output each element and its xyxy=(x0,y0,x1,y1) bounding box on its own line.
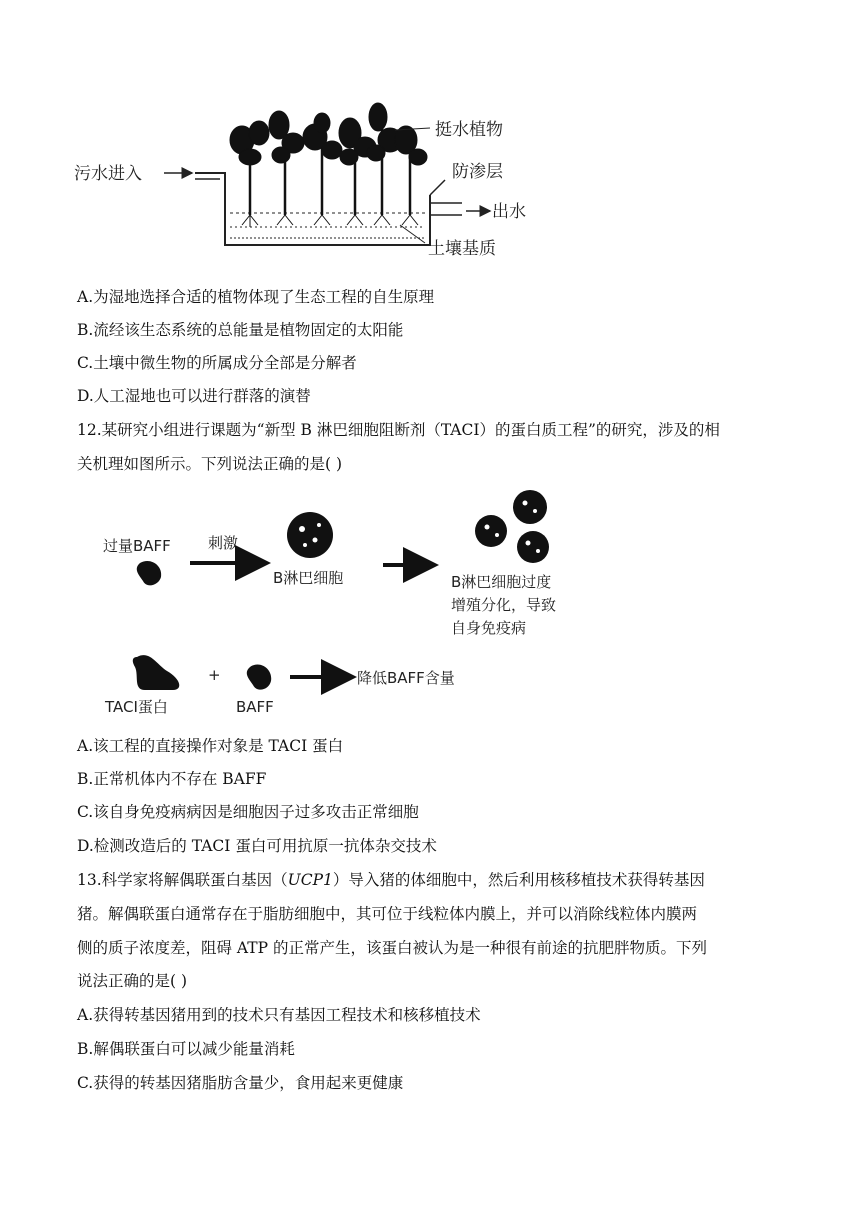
q12-option-d: D.检测改造后的 TACI 蛋白可用抗原一抗体杂交技术 xyxy=(77,837,437,855)
baff-label: BAFF xyxy=(236,698,274,716)
b-cell-icon xyxy=(287,512,333,558)
q11-option-b: B.流经该生态系统的总能量是植物固定的太阳能 xyxy=(77,321,404,339)
emergent-plants-label: 挺水植物 xyxy=(435,120,503,140)
wetland-diagram xyxy=(70,95,550,265)
taci-protein-icon xyxy=(133,655,179,690)
baff-molecule-icon-2 xyxy=(247,665,271,690)
taci-protein-label: TACI蛋白 xyxy=(105,698,168,716)
plus-sign: + xyxy=(208,666,221,684)
excess-baff-label: 过量BAFF xyxy=(103,537,171,555)
q13-stem-line2: 猪。解偶联蛋白通常存在于脂肪细胞中，其可位于线粒体内膜上，并可以消除线粒体内膜两 xyxy=(77,905,698,923)
b-cell-label: B淋巴细胞 xyxy=(273,569,344,587)
baff-mechanism-diagram xyxy=(95,485,595,720)
q11-option-d: D.人工湿地也可以进行群落的演替 xyxy=(77,387,311,405)
q12-option-a: A.该工程的直接操作对象是 TACI 蛋白 xyxy=(77,737,344,755)
q12-stem-line1: 12.某研究小组进行课题为“新型 B 淋巴细胞阻断剂（TACI）的蛋白质工程”的研究，涉及的相 xyxy=(77,421,720,439)
result-line3: 自身免疫病 xyxy=(451,619,527,637)
reduce-baff-label: 降低BAFF含量 xyxy=(357,669,455,687)
q13-option-a: A.获得转基因猪用到的技术只有基因工程技术和核移植技术 xyxy=(77,1006,481,1024)
baff-molecule-icon xyxy=(137,561,161,585)
q13-stem-line4: 说法正确的是( ) xyxy=(77,972,188,990)
q11-option-a: A.为湿地选择合适的植物体现了生态工程的自生原理 xyxy=(77,288,435,306)
inflow-label: 污水进入 xyxy=(74,164,142,184)
q13-option-b: B.解偶联蛋白可以减少能量消耗 xyxy=(77,1040,295,1058)
q12-option-b: B.正常机体内不存在 BAFF xyxy=(77,770,267,788)
soil-matrix-label: 土壤基质 xyxy=(428,239,496,259)
proliferated-cells-icon xyxy=(475,490,549,563)
q11-option-c: C.土壤中微生物的所属成分全部是分解者 xyxy=(77,354,357,372)
q13-stem-line3: 侧的质子浓度差，阻碍 ATP 的正常产生，该蛋白被认为是一种很有前途的抗肥胖物质。下列 xyxy=(77,939,707,957)
stimulate-label: 刺激 xyxy=(208,534,239,552)
q13-option-c: C.获得的转基因猪脂肪含量少，食用起来更健康 xyxy=(77,1074,404,1092)
q12-option-c: C.该自身免疫病病因是细胞因子过多攻击正常细胞 xyxy=(77,803,419,821)
seepage-layer-label: 防渗层 xyxy=(452,162,503,182)
result-line2: 增殖分化，导致 xyxy=(451,596,557,614)
gene-name: UCP1 xyxy=(287,871,333,889)
q13-stem-line1: 13.科学家将解偶联蛋白基因（UCP1）导入猪的体细胞中，然后利用核移植技术获得转基因 xyxy=(77,871,705,889)
q12-stem-line2: 关机理如图所示。下列说法正确的是( ) xyxy=(77,455,343,473)
outflow-label: 出水 xyxy=(492,202,526,222)
result-line1: B淋巴细胞过度 xyxy=(451,573,552,591)
plant-icon xyxy=(230,103,427,227)
